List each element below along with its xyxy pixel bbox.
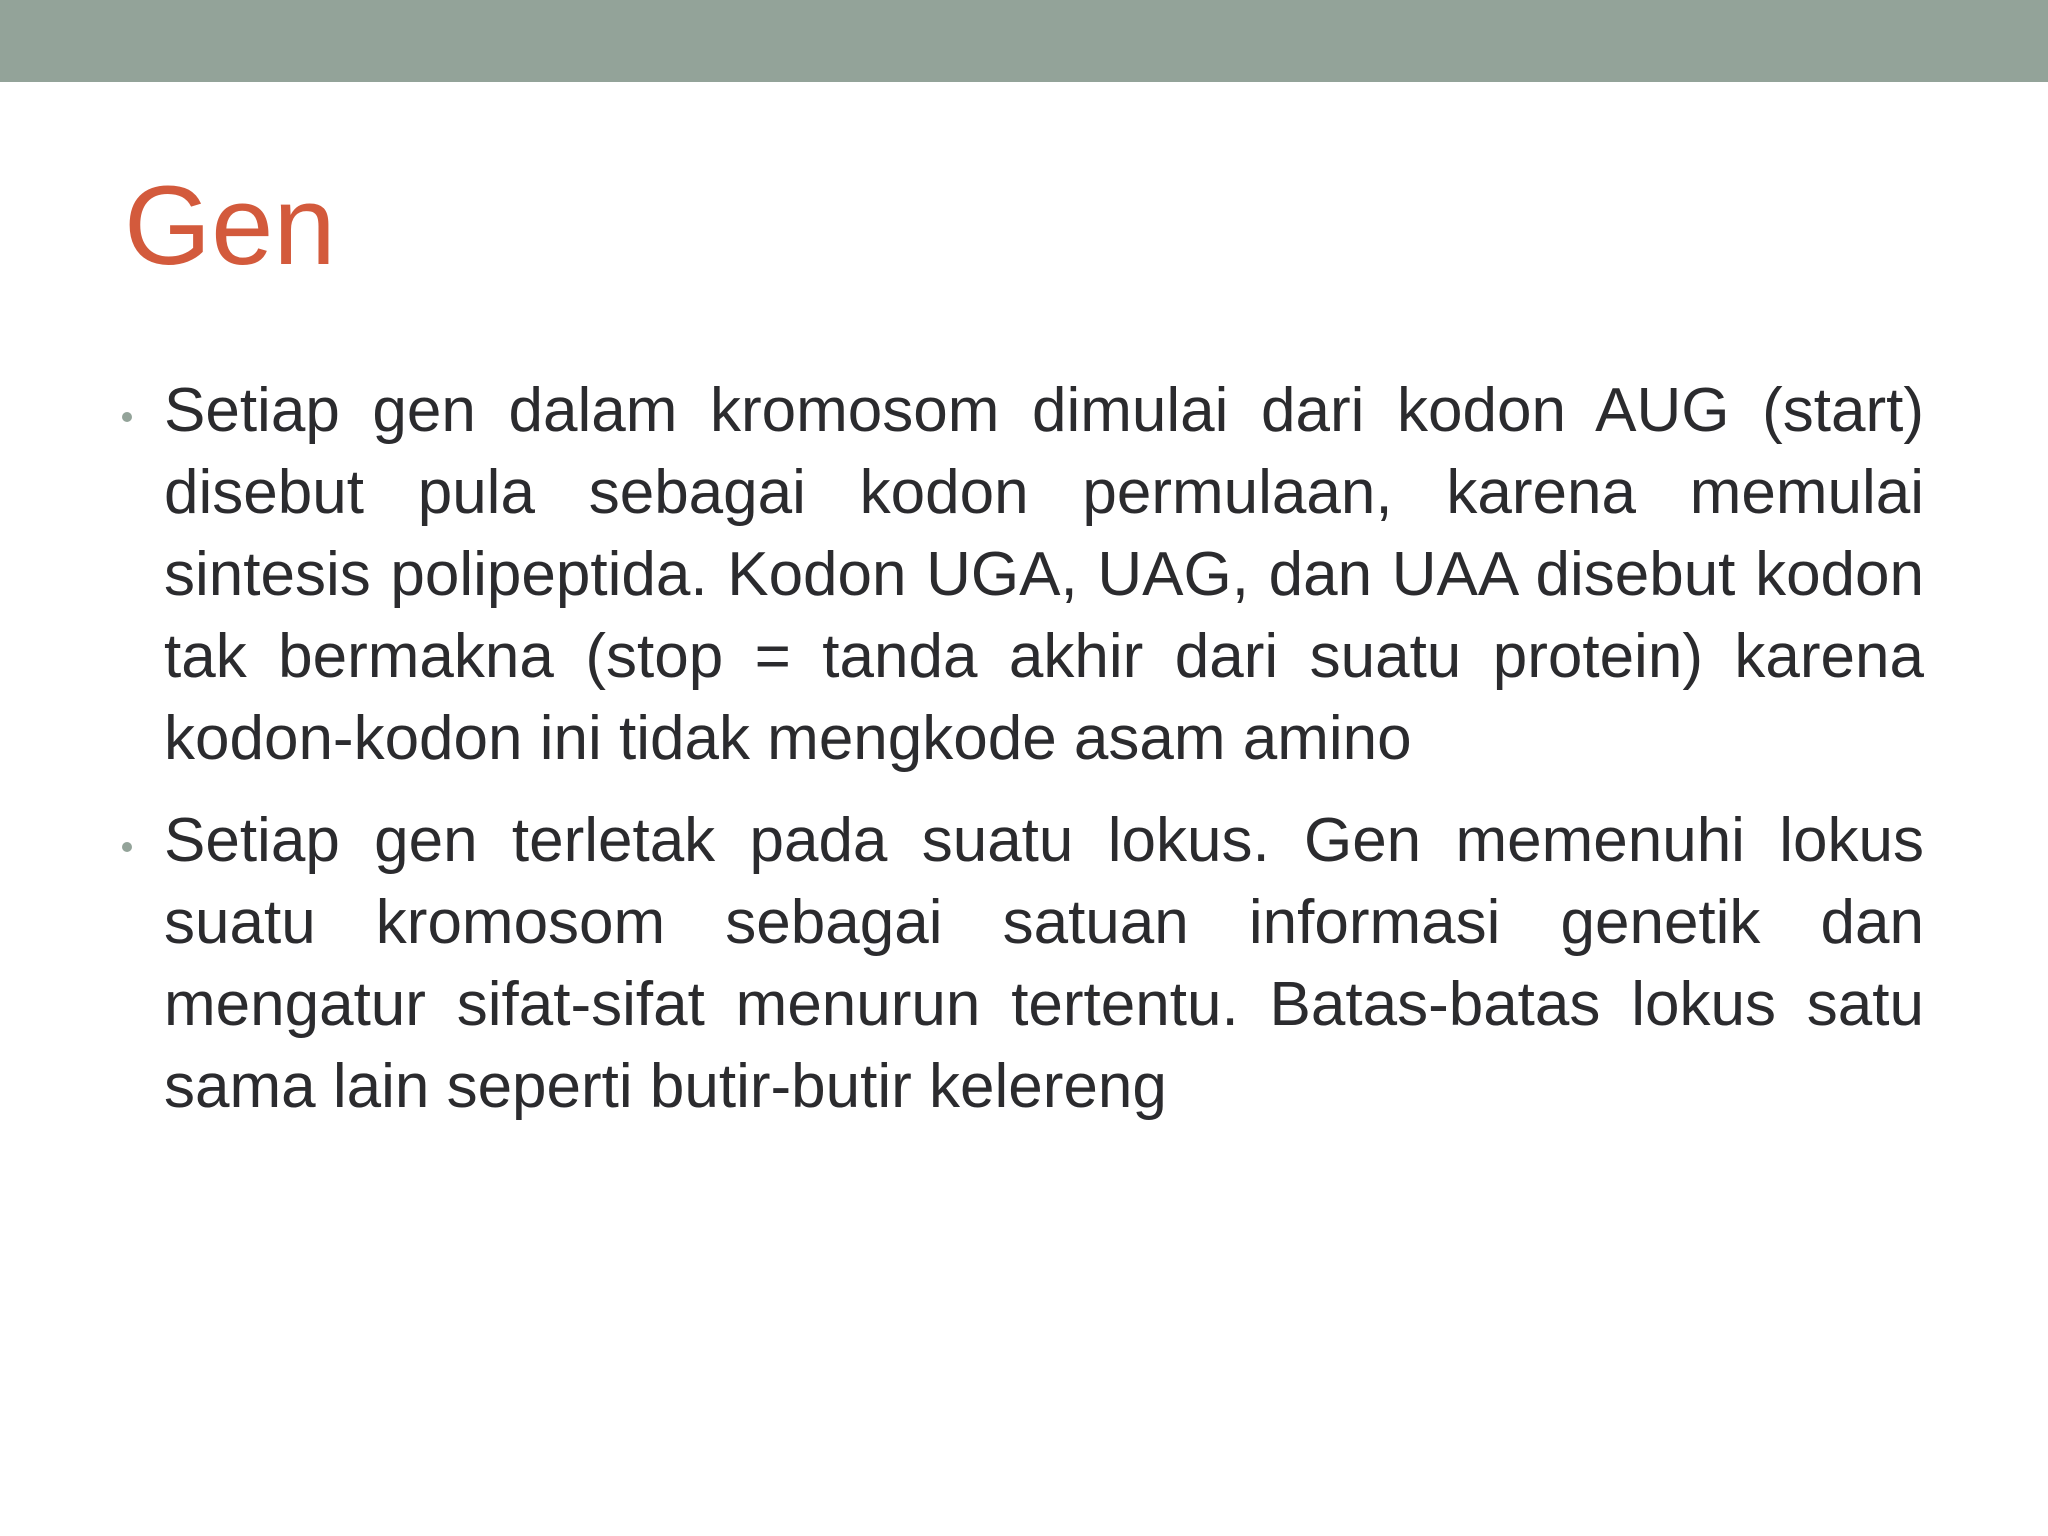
bullet-text: Setiap gen terletak pada suatu lokus. Gen memenuhi lokus suatu kromosom sebagai satuan informasi genetik dan mengatur sifat-sifat menurun tertentu. Batas-batas lokus satu sama lain seperti butir-butir kelereng	[164, 806, 1924, 1121]
slide-header-band	[0, 0, 2048, 82]
bullet-list	[118, 370, 1924, 1148]
bullet-dot-icon	[122, 842, 132, 852]
bullet-item	[118, 800, 1924, 1128]
bullet-text: Setiap gen dalam kromosom dimulai dari kodon AUG (start) disebut pula sebagai kodon permulaan, karena memulai sintesis polipeptida. Kodon UGA, UAG, dan UAA disebut kodon tak bermakna (stop = tanda akhir dari suatu protein) karena kodon-kodon ini tidak mengkode asam amino	[164, 376, 1924, 773]
bullet-dot-icon	[122, 412, 132, 422]
bullet-item	[118, 370, 1924, 780]
slide-title: Gen	[124, 163, 336, 288]
